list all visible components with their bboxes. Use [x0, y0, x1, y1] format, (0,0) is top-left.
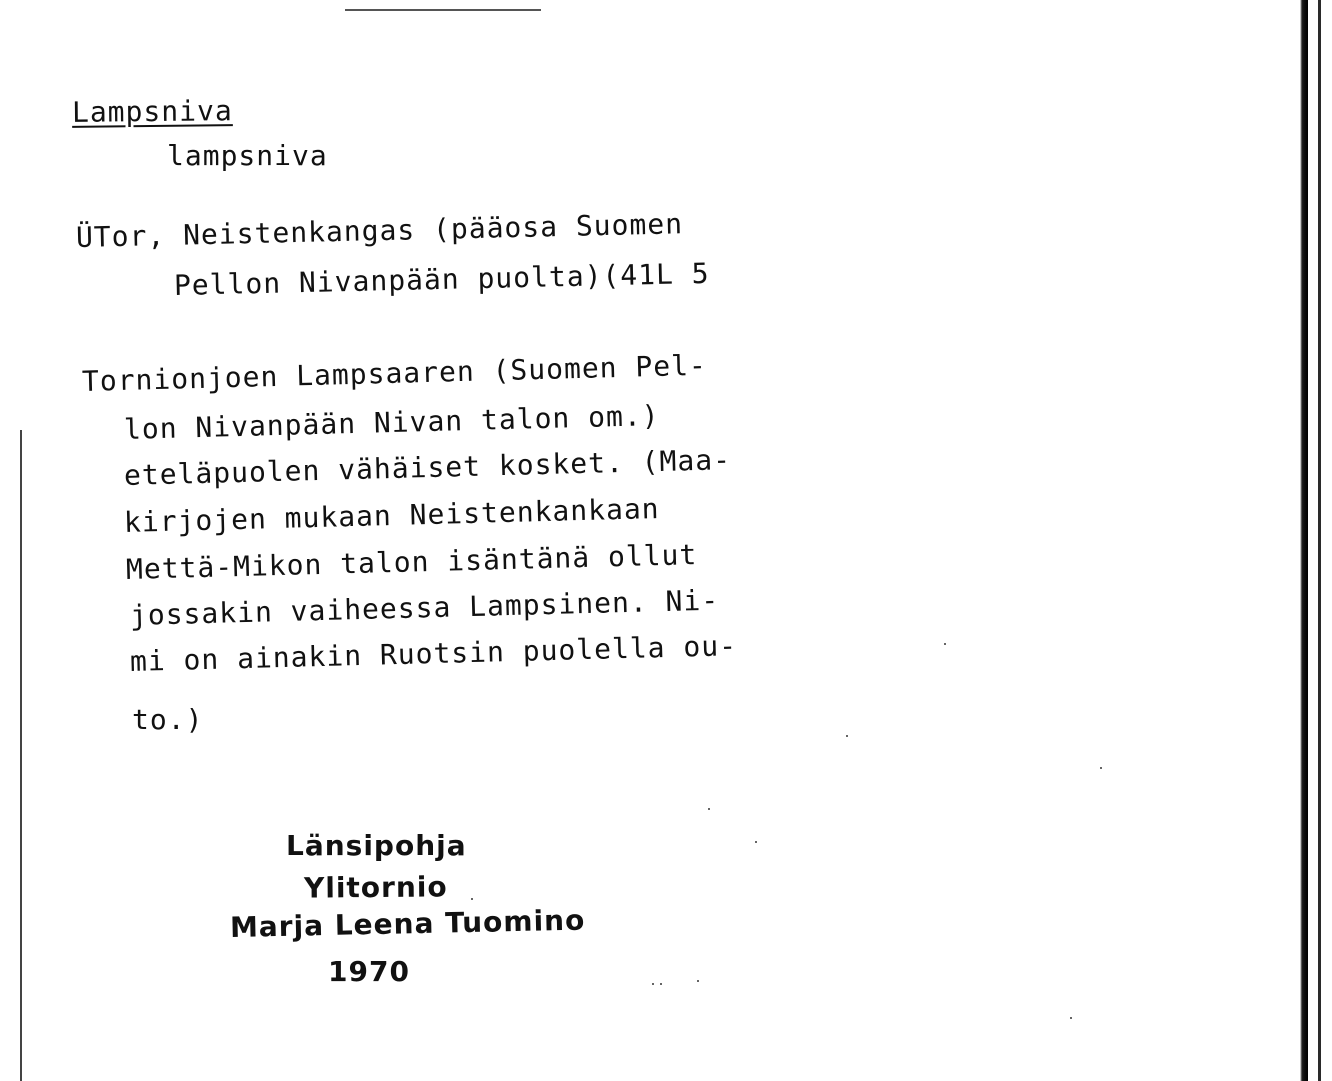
- speck: [697, 980, 699, 982]
- speck: [755, 841, 757, 843]
- card-heading: Lampsniva: [71, 94, 233, 129]
- speck: [660, 983, 662, 985]
- speck: [846, 735, 848, 737]
- description-line-1: Tornionjoen Lampsaaren (Suomen Pel-: [81, 348, 708, 398]
- speck: [1070, 1017, 1072, 1019]
- card-right-edge-outer: [1318, 0, 1321, 1081]
- description-line-8: to.): [132, 703, 204, 736]
- speck: [652, 983, 654, 985]
- description-line-2: lon Nivanpään Nivan talon om.): [123, 398, 660, 446]
- speck: [944, 643, 946, 645]
- stamp-year: 1970: [328, 955, 410, 988]
- description-line-3: eteläpuolen vähäiset kosket. (Maa-: [123, 443, 732, 492]
- location-line-1: ÜTor, Neistenkangas (pääosa Suomen: [75, 207, 684, 254]
- top-rule: [345, 9, 541, 11]
- speck: [708, 808, 710, 810]
- speck: [1100, 767, 1102, 769]
- description-line-5: Mettä-Mikon talon isäntänä ollut: [125, 538, 698, 586]
- location-line-2: Pellon Nivanpään puolta)(41L 5: [173, 256, 710, 302]
- stamp-collector: Marja Leena Tuomino: [229, 903, 586, 944]
- card-left-edge: [20, 430, 22, 1081]
- card-right-edge: [1300, 0, 1308, 1081]
- stamp-region: Länsipohja: [286, 829, 467, 862]
- pronunciation: lampsniva: [167, 139, 328, 172]
- description-line-7: mi on ainakin Ruotsin puolella ou-: [129, 629, 738, 678]
- speck: [471, 898, 473, 900]
- description-line-6: jossakin vaiheessa Lampsinen. Ni-: [129, 583, 720, 632]
- description-line-4: kirjojen mukaan Neistenkankaan: [123, 491, 660, 539]
- stamp-parish: Ylitornio: [303, 870, 448, 905]
